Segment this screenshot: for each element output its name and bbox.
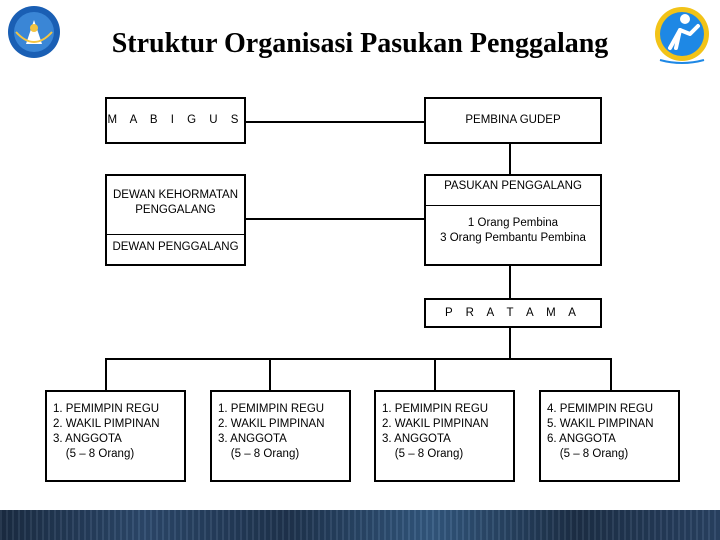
- regu-box-1: [45, 390, 186, 482]
- pembantu-pembina-count-label: 3 Orang Pembantu Pembina: [440, 232, 586, 244]
- pratama-box: P R A T A M A: [424, 298, 602, 328]
- dewan-penggalang-label: DEWAN PENGGALANG: [112, 241, 239, 253]
- regu-4-line-3: 6. ANGGOTA: [547, 433, 616, 445]
- regu-1-line-4: (5 – 8 Orang): [53, 448, 135, 460]
- connector-mabigus-pembina: [246, 121, 424, 123]
- connector-pratama-regu: [509, 328, 511, 358]
- connector-pasukan-pratama: [509, 266, 511, 298]
- pasukan-divider: [426, 205, 600, 206]
- connector-dewan-pasukan: [246, 218, 424, 220]
- regu-box-4: [539, 390, 680, 482]
- regu-3-line-1: 1. PEMIMPIN REGU: [382, 403, 489, 415]
- regu-2-line-1: 1. PEMIMPIN REGU: [218, 403, 325, 415]
- connector-regu-horizontal: [105, 358, 612, 360]
- page-title: Struktur Organisasi Pasukan Penggalang: [111, 28, 609, 59]
- footer-band: [0, 510, 720, 540]
- regu-2-line-3: 3. ANGGOTA: [218, 433, 287, 445]
- regu-2-line-2: 2. WAKIL PIMPINAN: [218, 418, 325, 430]
- regu-1-line-3: 3. ANGGOTA: [53, 433, 122, 445]
- dewan-kehormatan-label-2: PENGGALANG: [135, 204, 216, 216]
- dewan-kehormatan-label: DEWAN KEHORMATAN: [112, 189, 238, 201]
- regu-1-line-2: 2. WAKIL PIMPINAN: [53, 418, 160, 430]
- regu-2-line-4: (5 – 8 Orang): [218, 448, 300, 460]
- pembina-gudep-box: PEMBINA GUDEP: [424, 97, 602, 144]
- regu-4-line-1: 4. PEMIMPIN REGU: [547, 403, 654, 415]
- connector-regu-1: [105, 358, 107, 390]
- regu-1-line-1: 1. PEMIMPIN REGU: [53, 403, 160, 415]
- connector-regu-2: [269, 358, 271, 390]
- footer-texture: [0, 510, 720, 540]
- dewan-box: [105, 174, 246, 266]
- connector-regu-4: [610, 358, 612, 390]
- dewan-divider: [107, 234, 244, 235]
- regu-3-line-4: (5 – 8 Orang): [382, 448, 464, 460]
- regu-4-line-4: (5 – 8 Orang): [547, 448, 629, 460]
- mabigus-box: M A B I G U S: [105, 97, 246, 144]
- regu-4-line-2: 5. WAKIL PIMPINAN: [547, 418, 654, 430]
- regu-box-2: [210, 390, 351, 482]
- regu-3-line-2: 2. WAKIL PIMPINAN: [382, 418, 489, 430]
- pasukan-penggalang-box: [424, 174, 602, 266]
- regu-3-line-3: 3. ANGGOTA: [382, 433, 451, 445]
- pasukan-penggalang-label: PASUKAN PENGGALANG: [444, 180, 582, 192]
- pembina-count-label: 1 Orang Pembina: [467, 217, 559, 229]
- connector-pembina-pasukan: [509, 143, 511, 174]
- connector-regu-3: [434, 358, 436, 390]
- regu-box-3: [374, 390, 515, 482]
